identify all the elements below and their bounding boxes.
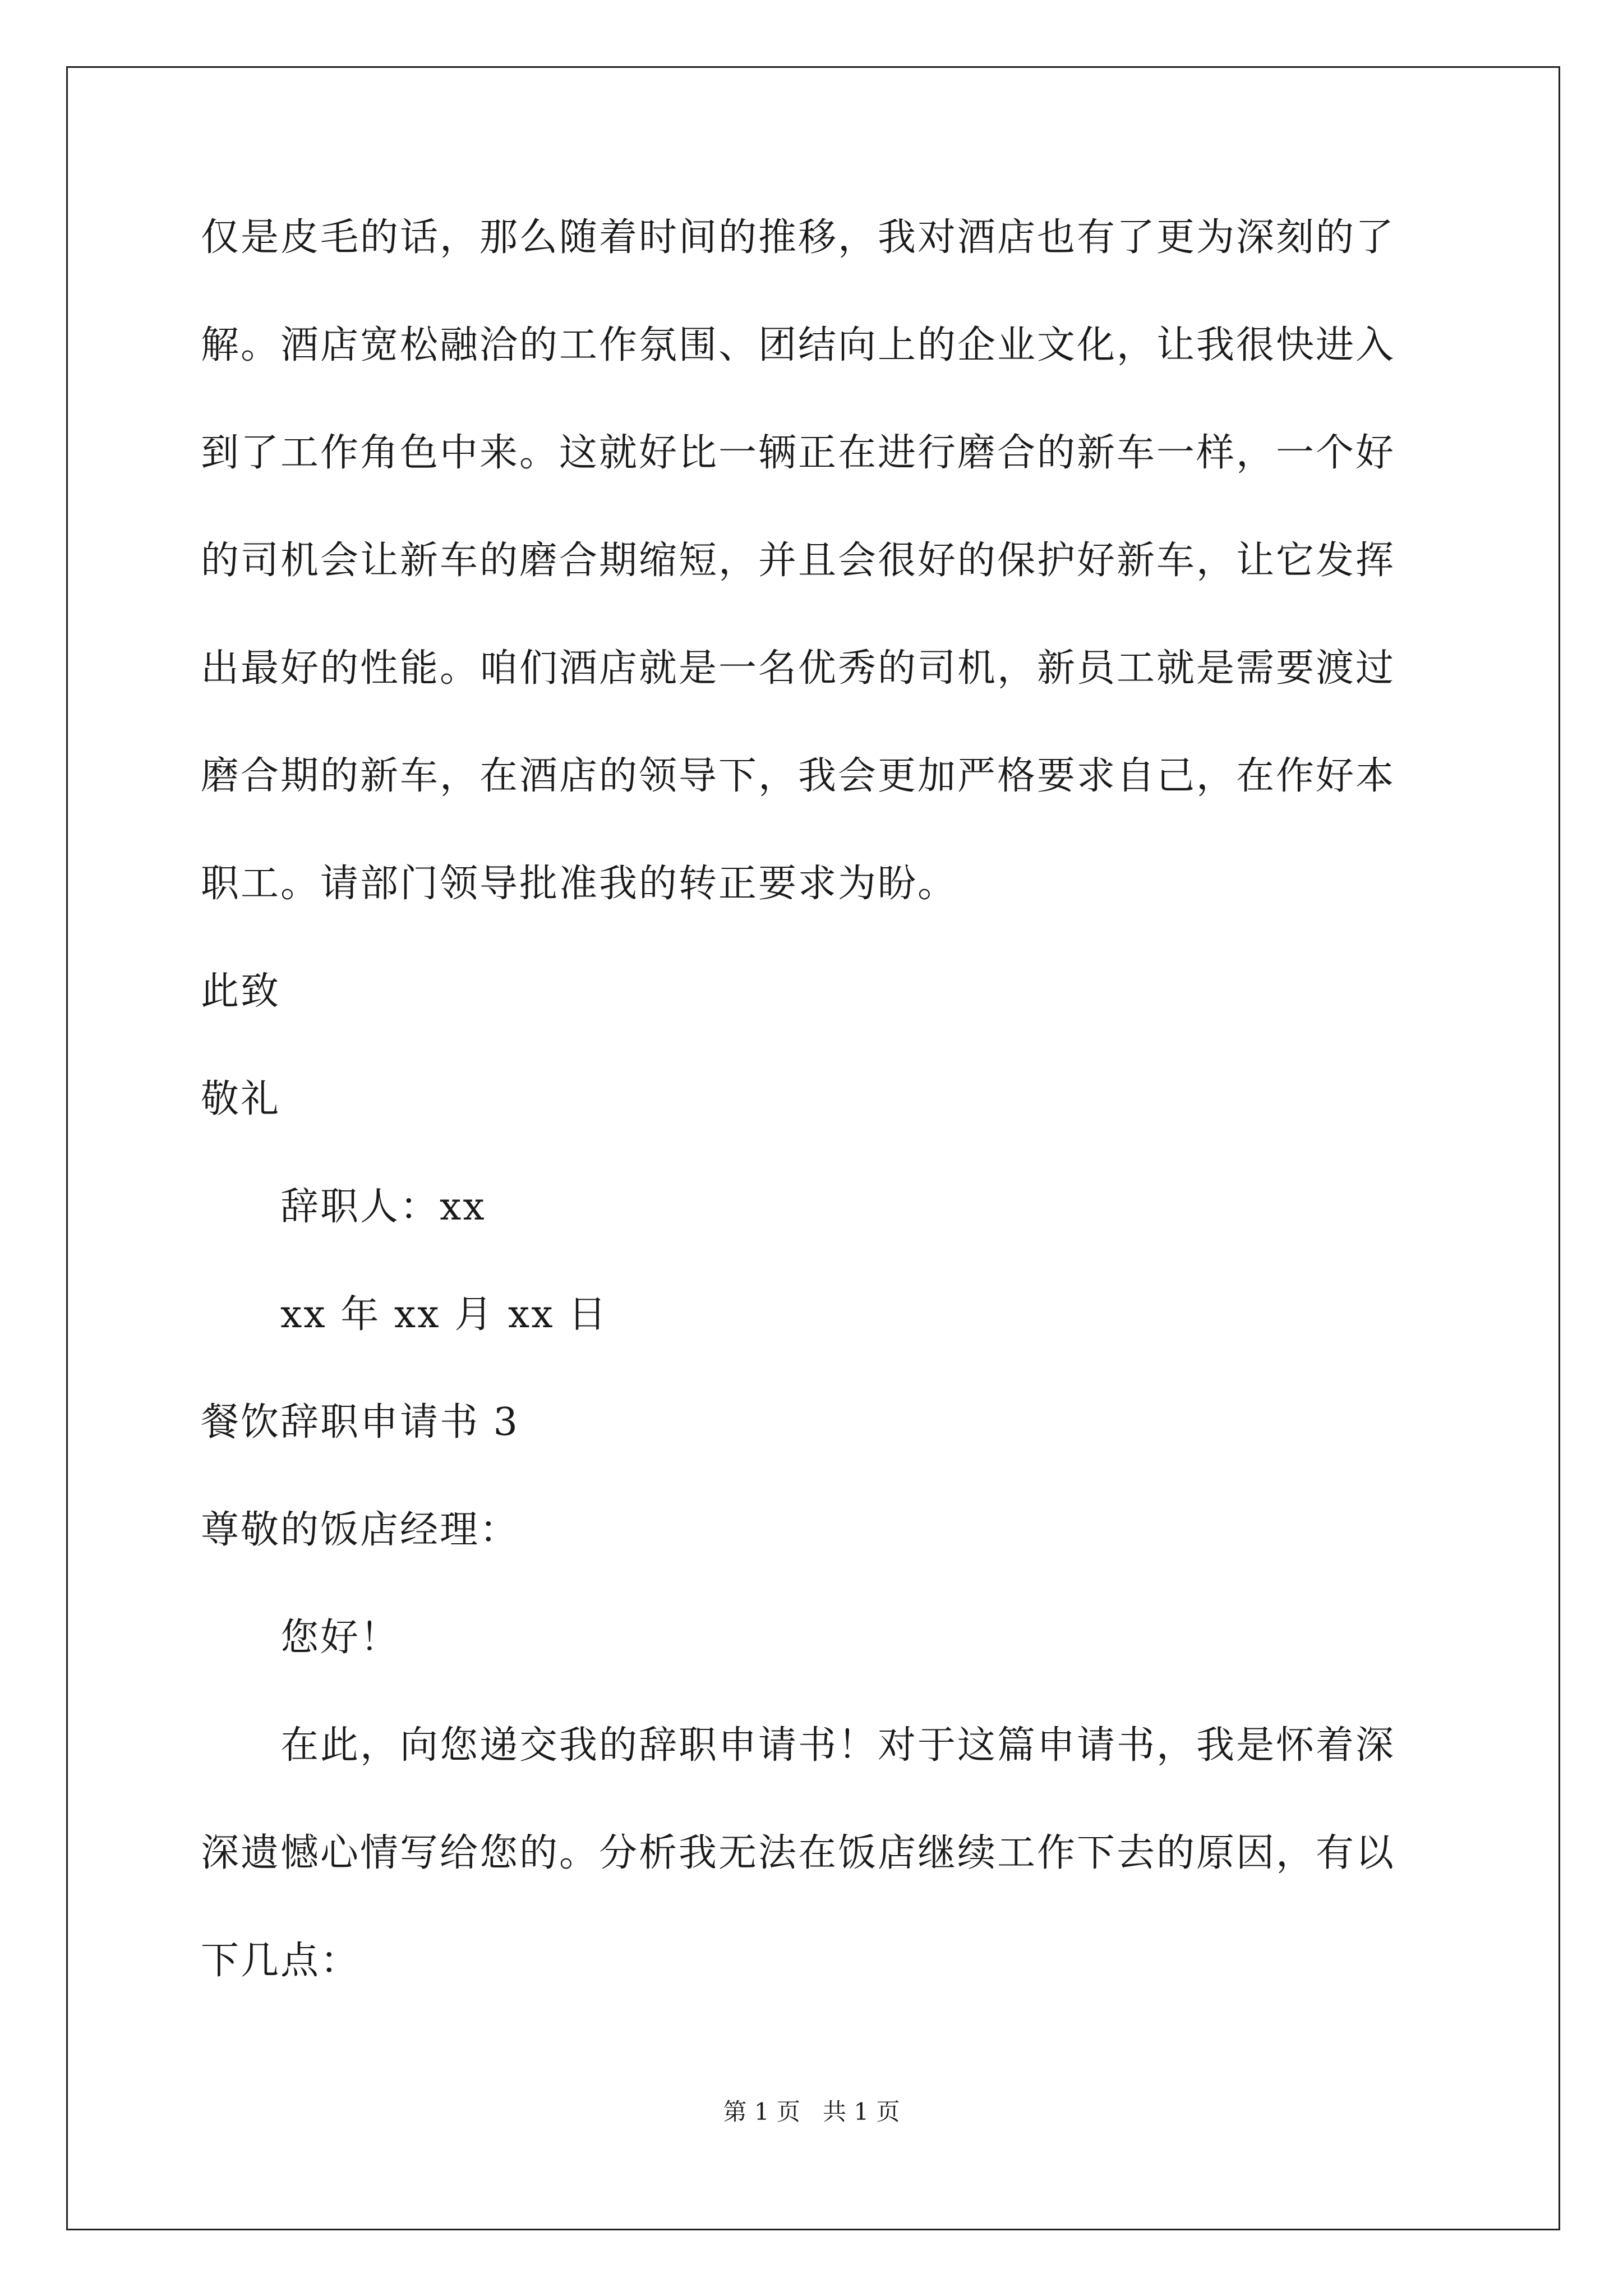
page-frame — [66, 66, 1560, 2230]
paragraph-line: 到了工作角色中来。这就好比一辆正在进行磨合的新车一样，一个好 — [201, 431, 1396, 475]
date-line: xx 年 xx 月 xx 日 — [280, 1292, 608, 1337]
paragraph-line: 的司机会让新车的磨合期缩短，并且会很好的保护好新车，让它发挥 — [201, 539, 1396, 583]
paragraph-line: 出最好的性能。咱们酒店就是一名优秀的司机，新员工就是需要渡过 — [201, 646, 1396, 691]
paragraph-line: 解。酒店宽松融洽的工作氛围、团结向上的企业文化，让我很快进入 — [201, 323, 1396, 367]
paragraph-line: 深遗憾心情写给您的。分析我无法在饭店继续工作下去的原因，有以 — [201, 1831, 1396, 1875]
signer-line: 辞职人：xx — [280, 1185, 486, 1229]
paragraph-line: 职工。请部门领导批准我的转正要求为盼。 — [201, 862, 958, 906]
section-title: 餐饮辞职申请书 3 — [201, 1400, 519, 1444]
closing-regards: 敬礼 — [201, 1077, 281, 1121]
paragraph-line: 在此，向您递交我的辞职申请书！对于这篇申请书，我是怀着深 — [280, 1723, 1396, 1768]
addressee-line: 尊敬的饭店经理： — [201, 1508, 520, 1552]
paragraph-line: 下几点： — [201, 1939, 361, 1983]
paragraph-line: 仅是皮毛的话，那么随着时间的推移，我对酒店也有了更为深刻的了 — [201, 215, 1396, 260]
paragraph-line: 磨合期的新车，在酒店的领导下，我会更加严格要求自己，在作好本 — [201, 754, 1396, 798]
page-number-footer: 第 1 页 共 1 页 — [723, 2098, 900, 2125]
greeting-line: 您好！ — [280, 1616, 400, 1660]
closing-salutation: 此致 — [201, 969, 281, 1014]
